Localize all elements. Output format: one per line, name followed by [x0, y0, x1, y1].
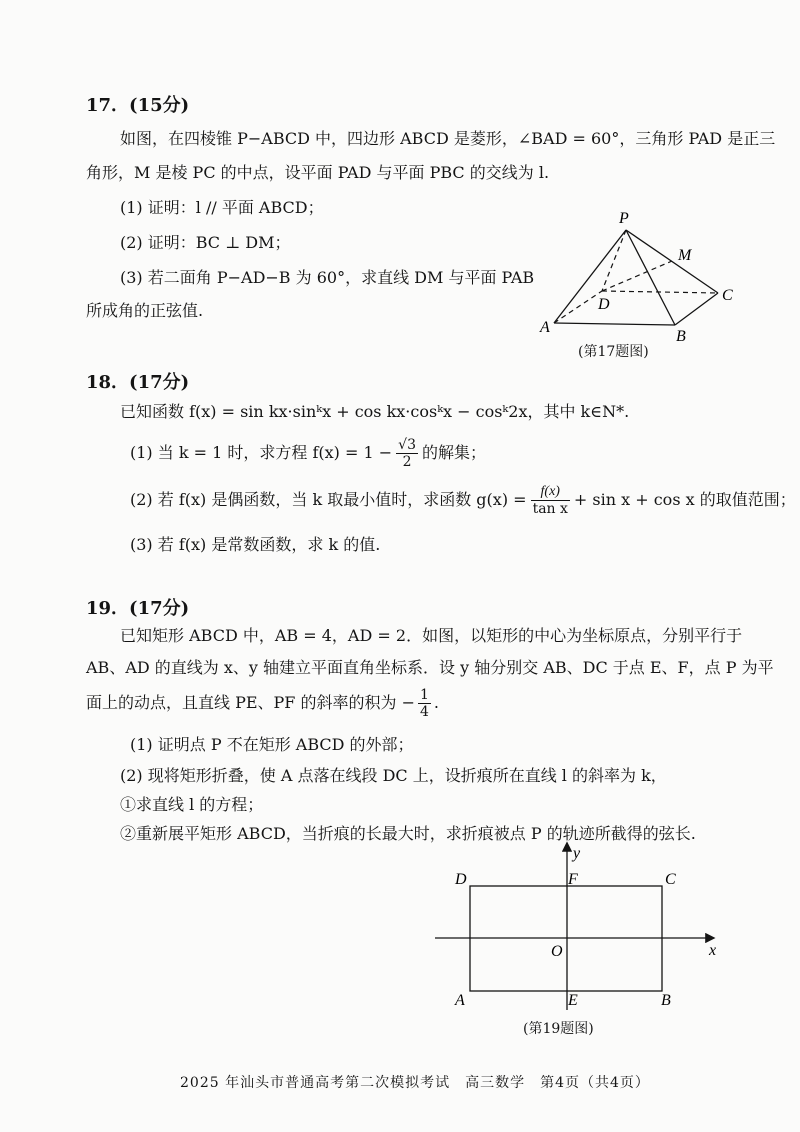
q17-figure-caption: (第17题图) [578, 344, 649, 360]
label-C: C [722, 287, 733, 304]
q19-figure-caption: (第19题图) [523, 1021, 594, 1037]
edge-PA [554, 230, 626, 323]
label-O: O [551, 943, 563, 960]
q19-coordinate-figure [425, 838, 730, 1023]
label-F: F [568, 871, 578, 888]
q17-header: 17．(15分) [86, 95, 190, 116]
q17-intro-line1: 如图，在四棱锥 P−ABCD 中，四边形 ABCD 是菱形，∠BAD = 60°，三角形 PAD 是正三 [120, 129, 776, 148]
q18-part1 [130, 433, 486, 473]
q19-part1: (1) 证明点 P 不在矩形 ABCD 的外部； [130, 735, 414, 754]
q18-part2-numerator: f(x) [531, 484, 570, 501]
label-D: D [455, 871, 467, 888]
q19-intro-denominator: 4 [419, 703, 429, 720]
q18-part1-denominator: 2 [402, 453, 412, 470]
q19-intro-numerator: 1 [419, 686, 429, 703]
label-A: A [540, 319, 550, 336]
q19-part2: (2) 现将矩形折叠，使 A 点落在线段 DC 上，设折痕所在直线 l 的斜率为 k， [120, 766, 667, 785]
q19-intro-line3-text: 面上的动点，且直线 PE、PF 的斜率的积为 − [86, 693, 415, 712]
q19-intro-fraction [418, 687, 431, 720]
q17-part1: (1) 证明：l // 平面 ABCD； [120, 198, 324, 217]
q18-part1-suffix: 的解集； [421, 443, 486, 462]
q17-part2: (2) 证明：BC ⊥ DM； [120, 233, 291, 252]
label-B: B [676, 328, 686, 345]
q18-intro: 已知函数 f(x) = sin kx·sinᵏx + cos kx·cosᵏx − cosᵏ2x，其中 k∈N*. [120, 402, 630, 421]
label-D: D [598, 296, 610, 313]
q18-part2-suffix: + sin x + cos x 的取值范围； [573, 490, 796, 509]
label-y-axis: y [573, 845, 581, 862]
q18-part3: (3) 若 f(x) 是常数函数，求 k 的值. [130, 535, 381, 554]
label-C: C [665, 871, 676, 888]
edge-BC [675, 293, 718, 325]
q19-intro-line3 [86, 683, 439, 723]
q17-intro-line2: 角形，M 是棱 PC 的中点，设平面 PAD 与平面 PBC 的交线为 l. [86, 163, 550, 182]
q18-header: 18．(17分) [86, 372, 190, 393]
label-E: E [568, 992, 578, 1009]
label-P: P [619, 210, 629, 227]
q19-intro-line3-suffix: . [433, 693, 439, 712]
label-M: M [678, 247, 692, 264]
q19-intro-line1: 已知矩形 ABCD 中，AB = 4，AD = 2．如图，以矩形的中心为坐标原点，分别平行于 [120, 626, 743, 645]
q19-intro-line2: AB、AD 的直线为 x、y 轴建立平面直角坐标系．设 y 轴分别交 AB、DC 于点 E、F，点 P 为平 [86, 658, 774, 677]
q17-part3-line1: (3) 若二面角 P−AD−B 为 60°，求直线 DM 与平面 PAB [120, 268, 535, 287]
edge-AD-hidden [554, 291, 602, 323]
q18-part2-fraction [531, 484, 570, 517]
q18-part1-text: (1) 当 k = 1 时，求方程 f(x) = 1 − [130, 443, 393, 462]
q18-part1-fraction [396, 437, 418, 470]
label-B: B [661, 992, 671, 1009]
q19-header: 19．(17分) [86, 598, 190, 619]
q19-sub2: ②重新展平矩形 ABCD，当折痕的长最大时，求折痕被点 P 的轨迹所截得的弦长. [120, 824, 696, 843]
edge-DC-hidden [602, 291, 718, 293]
q18-part1-numerator: √3 [398, 436, 416, 453]
q18-part2-text: (2) 若 f(x) 是偶函数，当 k 取最小值时，求函数 g(x) = [130, 490, 527, 509]
edge-PB [626, 230, 675, 325]
q18-part2-denominator: tan x [532, 500, 568, 517]
label-x-axis: x [709, 942, 717, 959]
q19-sub1: ①求直线 l 的方程； [120, 795, 264, 814]
q18-part2 [130, 479, 796, 521]
label-A: A [455, 992, 465, 1009]
q17-part3-line2: 所成角的正弦值. [86, 301, 204, 320]
edge-AB [554, 323, 675, 325]
page-footer: 2025 年汕头市普通高考第二次模拟考试 高三数学 第4页（共4页） [180, 1075, 650, 1091]
